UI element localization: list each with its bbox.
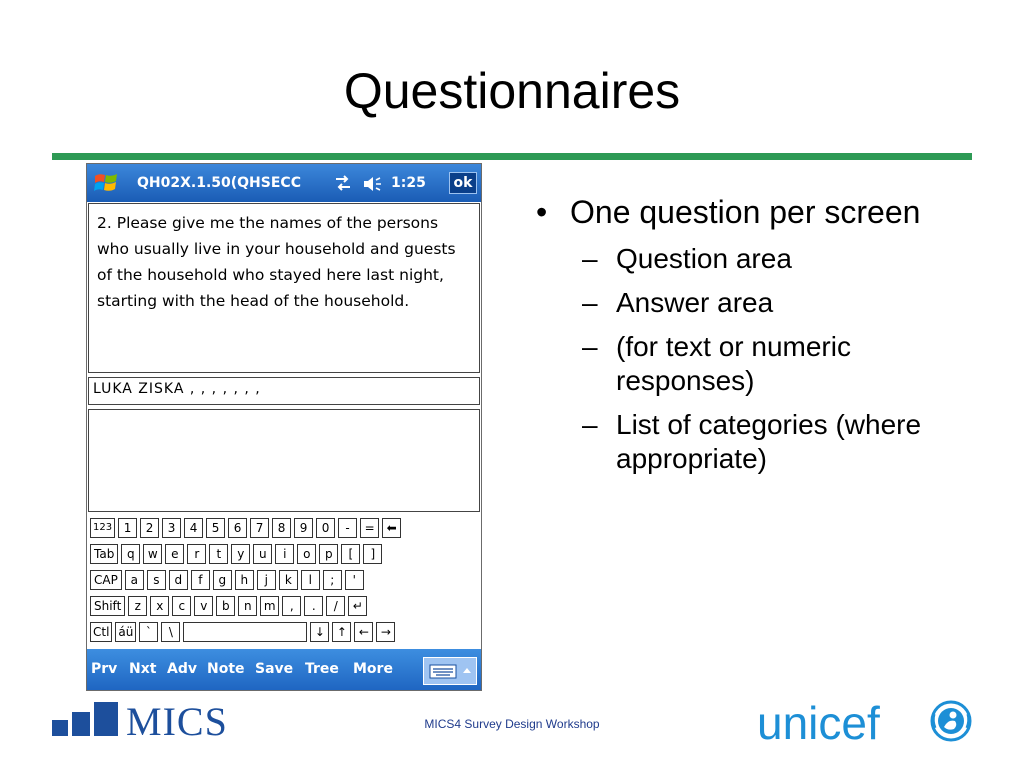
key[interactable]: b [216, 596, 235, 616]
key[interactable]: 3 [162, 518, 181, 538]
key[interactable]: ] [363, 544, 382, 564]
key[interactable]: i [275, 544, 294, 564]
key[interactable]: / [326, 596, 345, 616]
menu-tree[interactable]: Tree [305, 661, 339, 677]
sub-bullet: – (for text or numeric responses) [582, 331, 851, 396]
space-key[interactable] [183, 622, 307, 642]
key[interactable]: r [187, 544, 206, 564]
key[interactable]: h [235, 570, 254, 590]
menu-adv[interactable]: Adv [167, 661, 197, 677]
key[interactable]: , [282, 596, 301, 616]
key[interactable]: z [128, 596, 147, 616]
key[interactable]: ' [345, 570, 364, 590]
shift-key[interactable]: Shift [90, 596, 125, 616]
key[interactable]: ` [139, 622, 158, 642]
keyboard-row-1 [90, 518, 404, 540]
ctrl-key[interactable]: Ctl [90, 622, 112, 642]
key[interactable]: m [260, 596, 279, 616]
backspace-key[interactable]: ⬅ [382, 518, 401, 538]
arrow-left-key[interactable]: ← [354, 622, 373, 642]
key[interactable]: v [194, 596, 213, 616]
volume-icon[interactable] [362, 174, 386, 194]
menu-note[interactable]: Note [207, 661, 245, 677]
key[interactable]: 5 [206, 518, 225, 538]
footer-text: MICS4 Survey Design Workshop [424, 717, 600, 731]
keyboard-row-2 [90, 544, 385, 566]
key[interactable]: q [121, 544, 140, 564]
clock: 1:25 [391, 175, 426, 191]
key[interactable]: 8 [272, 518, 291, 538]
key[interactable]: y [231, 544, 250, 564]
key[interactable]: o [297, 544, 316, 564]
key[interactable]: a [125, 570, 144, 590]
sub-bullet-text: Answer area [616, 287, 774, 318]
windows-start-icon[interactable] [93, 171, 119, 195]
bullet-list [530, 192, 990, 476]
sub-bullet-text: (for text or numeric responses) [616, 331, 851, 396]
key[interactable]: c [172, 596, 191, 616]
ok-button[interactable]: ok [449, 172, 477, 194]
category-list-area[interactable] [88, 409, 480, 512]
key[interactable]: [ [341, 544, 360, 564]
keyboard-row-5 [90, 622, 398, 644]
key[interactable]: k [279, 570, 298, 590]
key[interactable]: l [301, 570, 320, 590]
accent-key[interactable]: áü [115, 622, 136, 642]
key[interactable]: w [143, 544, 162, 564]
enter-key[interactable]: ↵ [348, 596, 367, 616]
answer-input[interactable]: LUKA ZISKA , , , , , , , [88, 377, 480, 405]
title-divider [52, 153, 972, 160]
mics-logo-text: MICS [126, 699, 228, 744]
key[interactable]: t [209, 544, 228, 564]
sync-arrows-icon[interactable] [333, 173, 353, 193]
menu-prv[interactable]: Prv [91, 661, 118, 677]
tab-key[interactable]: Tab [90, 544, 118, 564]
key[interactable]: \ [161, 622, 180, 642]
key[interactable]: 1 [118, 518, 137, 538]
key[interactable]: 9 [294, 518, 313, 538]
key[interactable]: = [360, 518, 379, 538]
menu-nxt[interactable]: Nxt [129, 661, 157, 677]
key[interactable]: 7 [250, 518, 269, 538]
pda-status-bar [87, 164, 481, 202]
sub-bullet: – Question area [582, 243, 792, 274]
pda-screenshot [86, 163, 482, 691]
key[interactable]: p [319, 544, 338, 564]
keyboard-icon [424, 658, 476, 684]
arrow-right-key[interactable]: → [376, 622, 395, 642]
slide-title: Questionnaires [343, 63, 681, 119]
pda-menu-bar [87, 649, 481, 690]
keyboard-toggle-button[interactable] [423, 657, 477, 685]
soft-keyboard [88, 516, 480, 648]
sub-bullet: – List of categories (where appropriate) [582, 409, 922, 474]
key[interactable]: . [304, 596, 323, 616]
key[interactable]: 2 [140, 518, 159, 538]
sub-bullet: – Answer area [582, 287, 774, 318]
key[interactable]: u [253, 544, 272, 564]
key[interactable]: 0 [316, 518, 335, 538]
sub-bullet-text: Question area [616, 243, 792, 274]
unicef-emblem-icon [930, 700, 972, 742]
key[interactable]: ; [323, 570, 342, 590]
unicef-logo-text: unicef [757, 697, 880, 749]
key[interactable]: j [257, 570, 276, 590]
key[interactable]: x [150, 596, 169, 616]
keyboard-row-3 [90, 570, 367, 592]
bullet-main-text: One question per screen [570, 194, 921, 230]
key[interactable]: s [147, 570, 166, 590]
key[interactable]: g [213, 570, 232, 590]
sub-bullet-text: List of categories (where appropriate) [616, 409, 922, 474]
key[interactable]: - [338, 518, 357, 538]
key[interactable]: d [169, 570, 188, 590]
keyboard-row-4 [90, 596, 370, 618]
key[interactable]: f [191, 570, 210, 590]
key[interactable]: e [165, 544, 184, 564]
key[interactable]: n [238, 596, 257, 616]
key[interactable]: 6 [228, 518, 247, 538]
question-area: 2. Please give me the names of the persons who usually live in your household and guests of the household who stayed here last night, starting with the head of the household. [88, 203, 480, 373]
caps-key[interactable]: CAP [90, 570, 122, 590]
menu-more[interactable]: More [353, 661, 393, 677]
bullet-main: • One question per screen [536, 194, 921, 230]
key[interactable]: 4 [184, 518, 203, 538]
key[interactable]: 123 [90, 518, 115, 538]
arrow-up-key[interactable]: ↑ [332, 622, 351, 642]
status-title: QH02X.1.50(QHSECC [137, 175, 301, 191]
menu-save[interactable]: Save [255, 661, 294, 677]
arrow-down-key[interactable]: ↓ [310, 622, 329, 642]
